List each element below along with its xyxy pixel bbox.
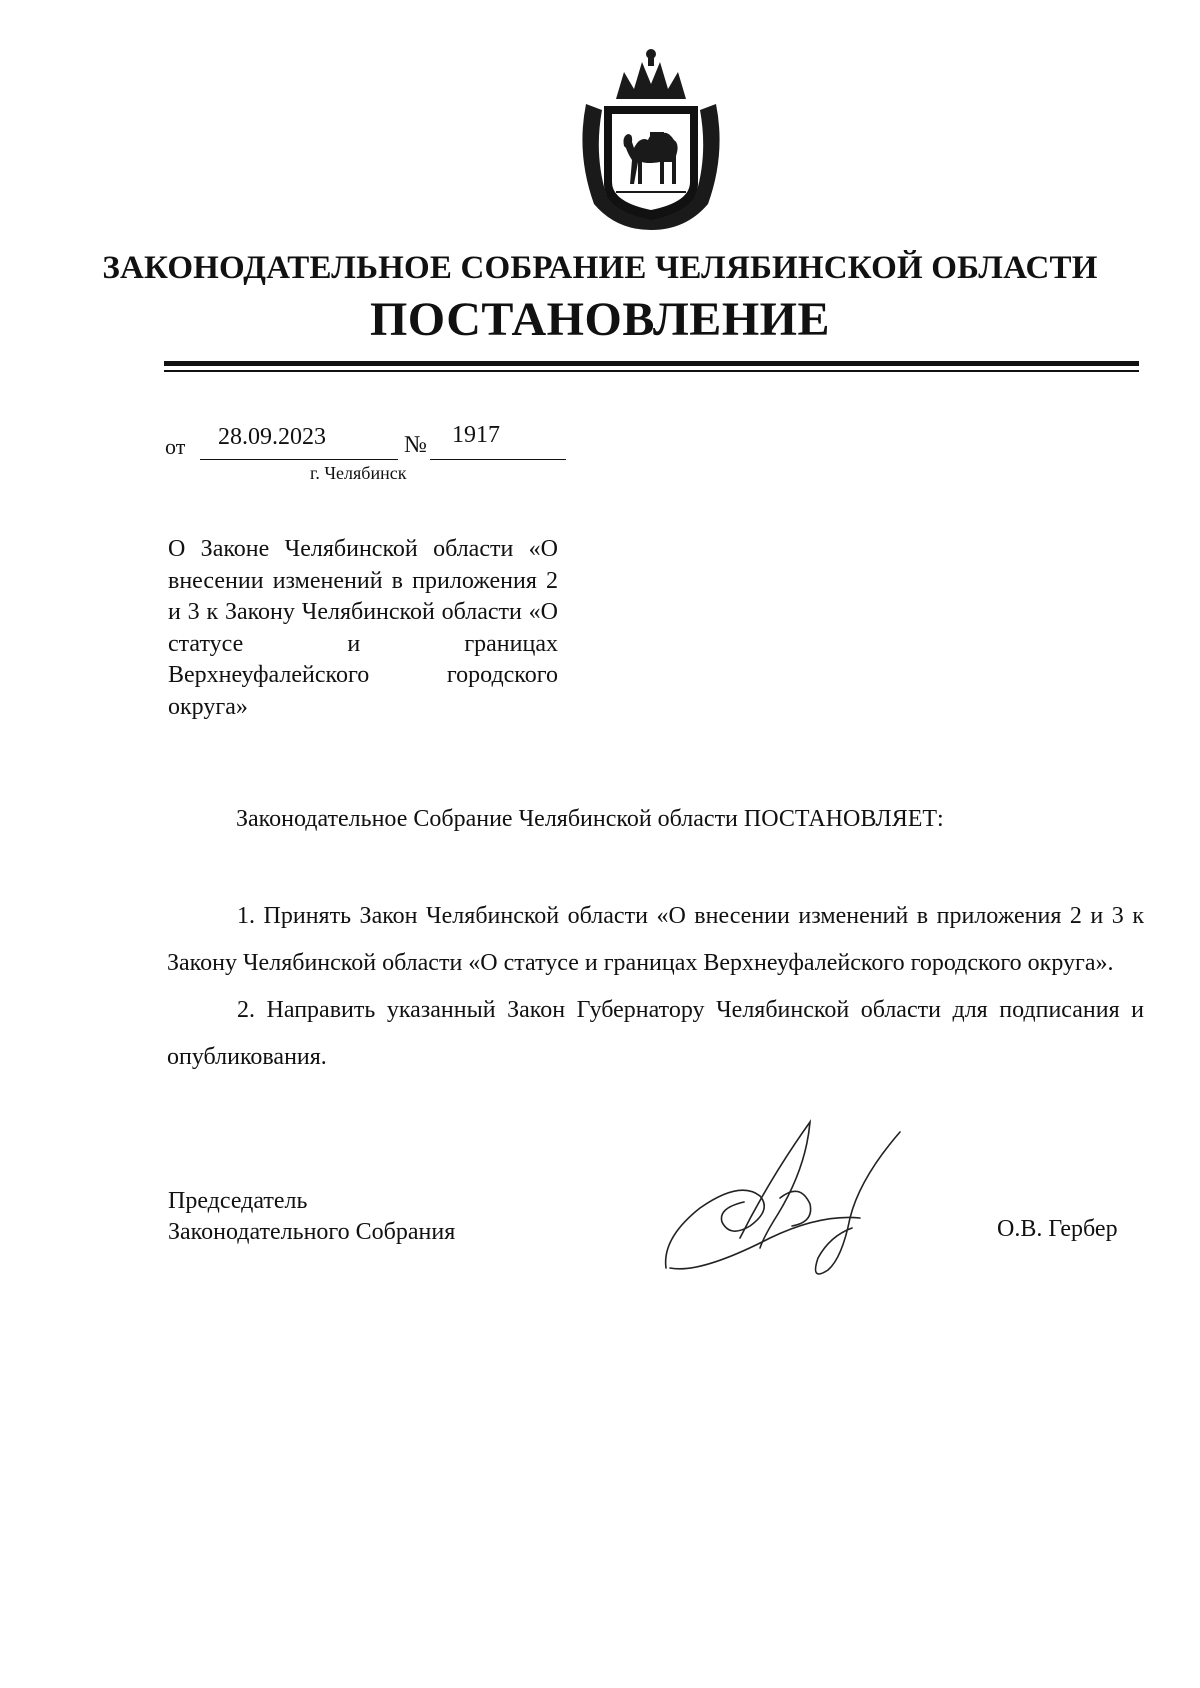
resolves-statement: Законодательное Собрание Челябинской области ПОСТАНОВЛЯЕТ: [236,806,944,832]
signer-role [168,1186,455,1248]
date-underline [200,459,398,460]
resolution-items [167,893,1144,1081]
subject-text: О Законе Челябинской области «О внесении изменений в приложения 2 и 3 к Закону Челябинской области «О статусе и границах Верхнеуфалейского городского округа» [168,536,558,720]
header-rule-thick [164,361,1139,366]
handwritten-signature [660,1118,910,1278]
signer-role-line: Председатель [168,1188,308,1214]
city-label: г. Челябинск [310,463,407,483]
resolution-item: 2. Направить указанный Закон Губернатору Челябинской области для подписания и опубликования. [167,997,1144,1070]
date-label: от [165,434,186,459]
document-date: 28.09.2023 [218,424,326,450]
header-rule-thin [164,370,1139,372]
document-number: 1917 [452,422,500,448]
number-label: № [404,432,427,458]
number-underline [430,459,566,460]
signer-role-line: Законодательного Собрания [168,1219,456,1245]
resolution-item: 1. Принять Закон Челябинской области «О внесении изменений в приложения 2 и 3 к Закону Челябинской области «О статусе и границах Верхнеуфалейского городского округа». [167,903,1144,976]
signer-name: О.В. Гербер [997,1216,1118,1242]
coat-of-arms-emblem [576,44,726,234]
document-type-heading: ПОСТАНОВЛЕНИЕ [369,293,831,346]
organization-title: ЗАКОНОДАТЕЛЬНОЕ СОБРАНИЕ ЧЕЛЯБИНСКОЙ ОБЛАСТИ [102,250,1098,286]
